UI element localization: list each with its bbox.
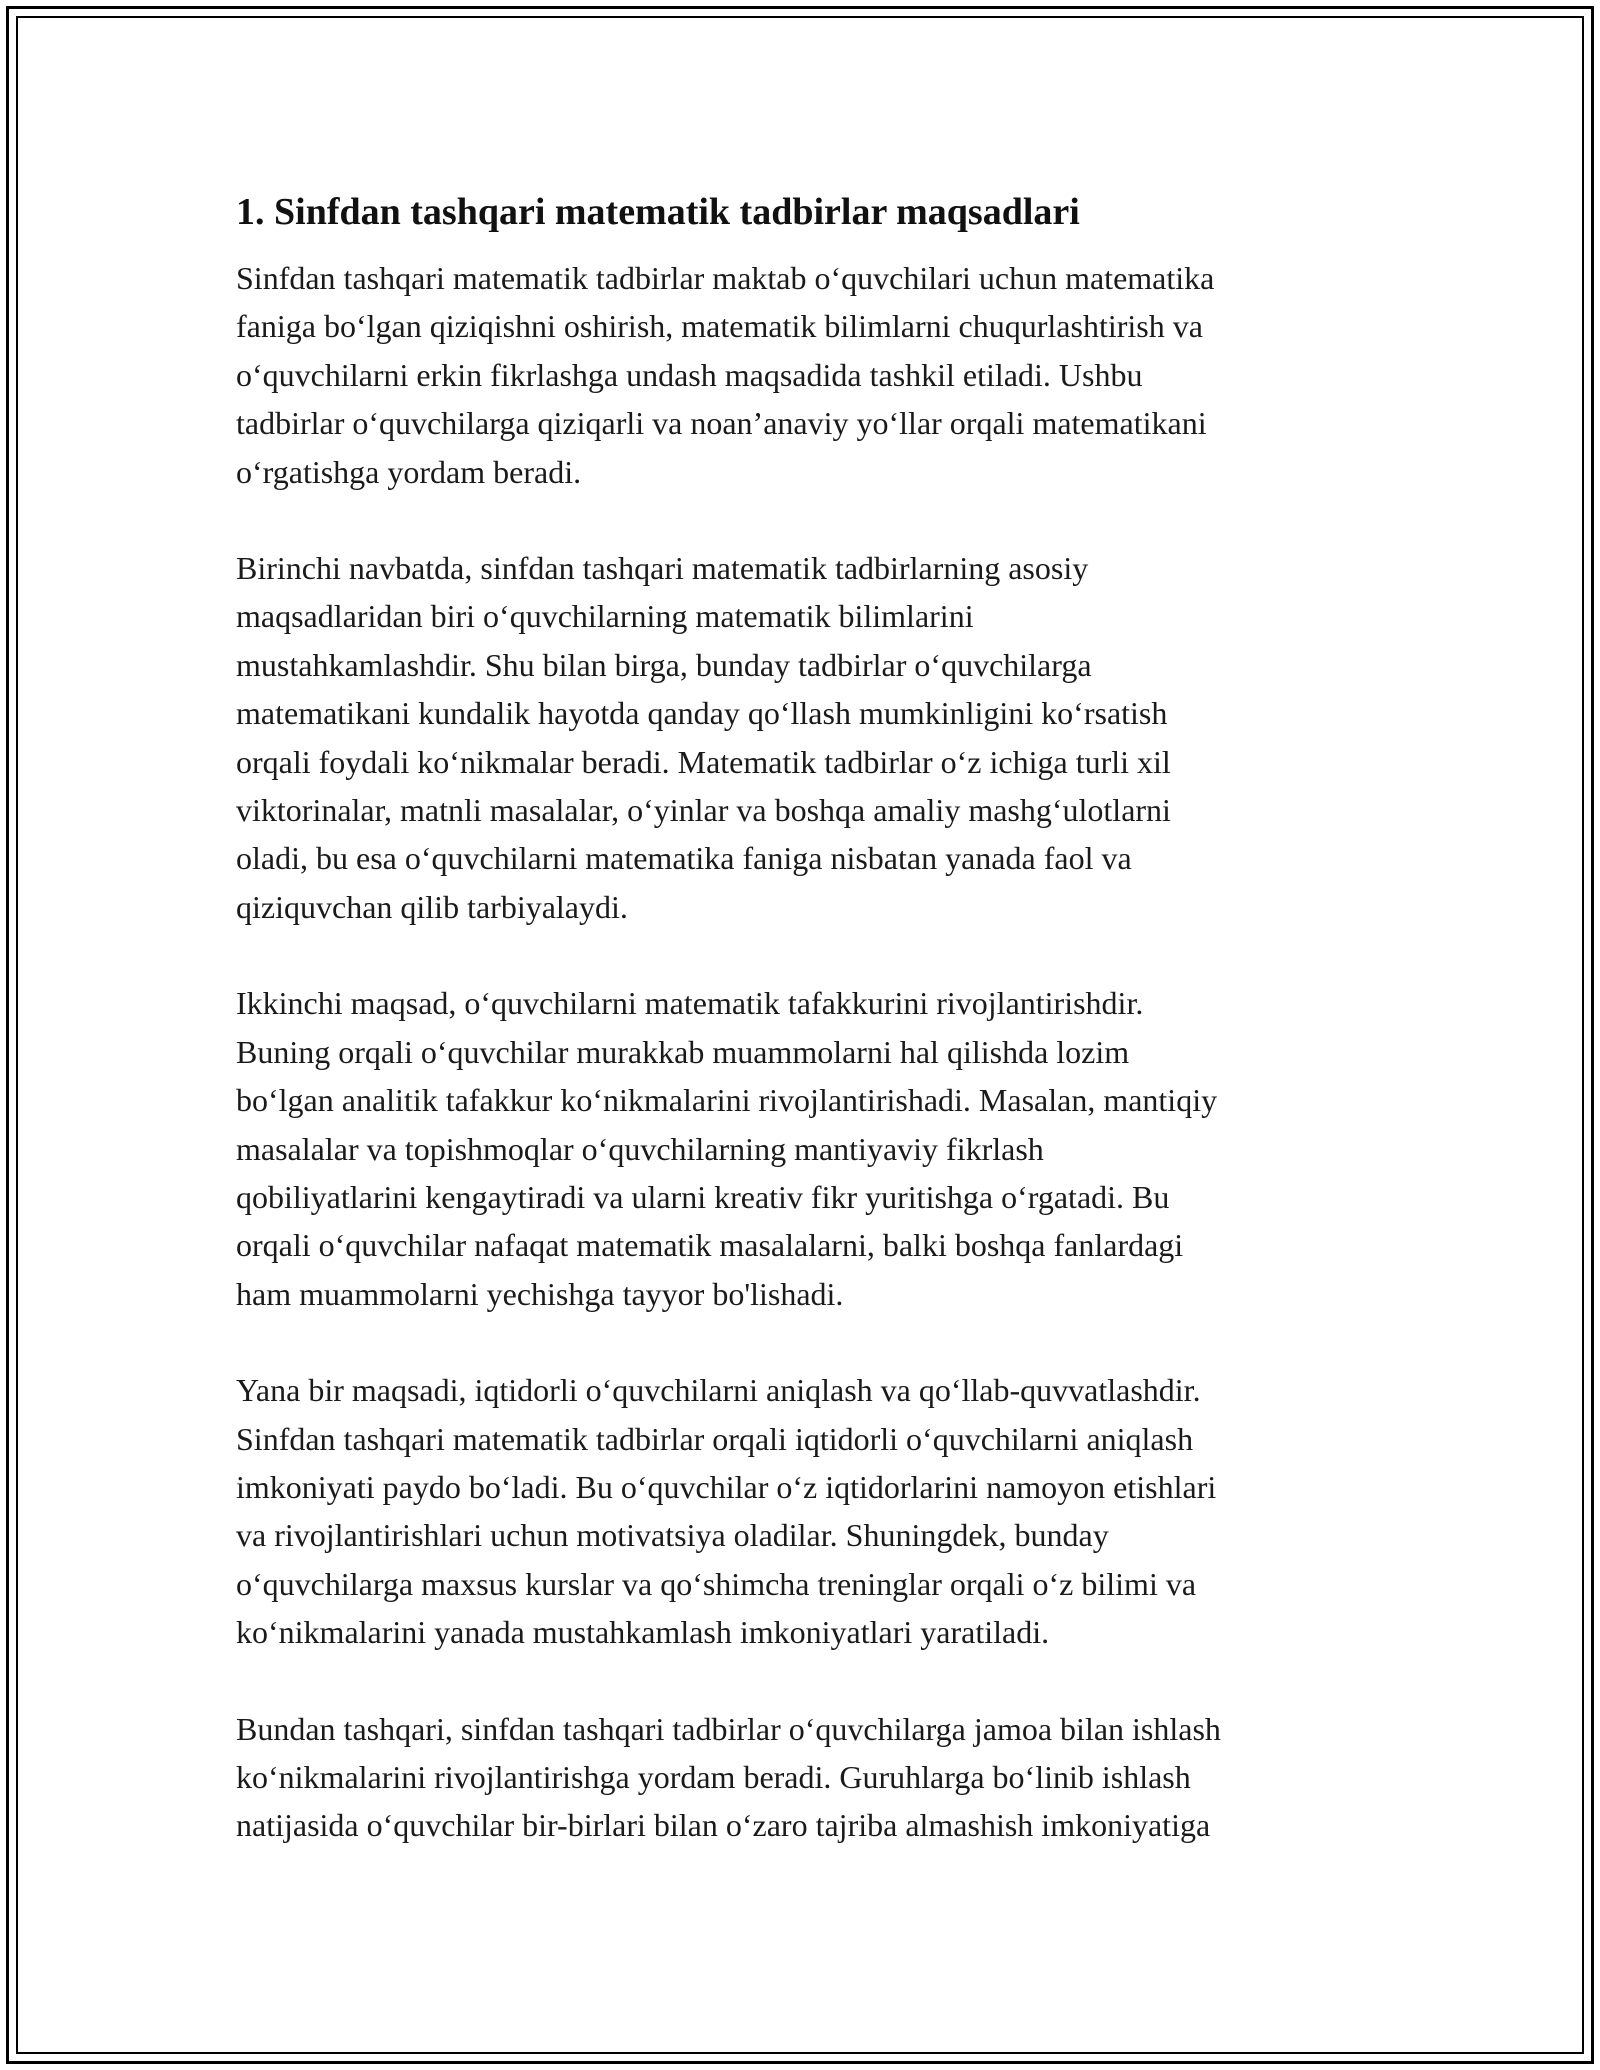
text-line: faniga bo‘lgan qiziqishni oshirish, matematik bilimlarni chuqurlashtirish va — [236, 308, 1203, 345]
text-line: Sinfdan tashqari matematik tadbirlar orqali iqtidorli o‘quvchilarni aniqlash — [236, 1420, 1194, 1457]
section-heading: 1. Sinfdan tashqari matematik tadbirlar maqsadlari — [236, 191, 1080, 233]
text-line: masalalar va topishmoqlar o‘quvchilarning mantiyaviy fikrlash — [236, 1130, 1044, 1167]
text-line: orqali o‘quvchilar nafaqat matematik masalalarni, balki boshqa fanlardagi — [236, 1227, 1184, 1264]
text-line: bo‘lgan analitik tafakkur ko‘nikmalarini rivojlantirishadi. Masalan, mantiqiy — [236, 1082, 1218, 1119]
paragraph — [236, 1366, 1386, 1656]
paragraph — [236, 544, 1386, 931]
text-line: matematikani kundalik hayotda qanday qo‘llash mumkinligini ko‘rsatish — [236, 695, 1168, 732]
text-line: viktorinalar, matnli masalalar, o‘yinlar va boshqa amaliy mashg‘ulotlarni — [236, 792, 1171, 829]
text-line: natijasida o‘quvchilar bir-birlari bilan o‘zaro tajriba almashish imkoniyatiga — [236, 1807, 1211, 1844]
text-line: Ikkinchi maqsad, o‘quvchilarni matematik tafakkurini rivojlantirishdir. — [236, 985, 1144, 1022]
text-line: maqsadlaridan biri o‘quvchilarning matematik bilimlarini — [236, 598, 974, 635]
text-line: Birinchi navbatda, sinfdan tashqari matematik tadbirlarning asosiy — [236, 550, 1089, 587]
text-line: Yana bir maqsadi, iqtidorli o‘quvchilarni aniqlash va qo‘llab-quvvatlashdir. — [236, 1372, 1201, 1409]
text-line: tadbirlar o‘quvchilarga qiziqarli va noan’anaviy yo‘llar orqali matematikani — [236, 405, 1207, 442]
text-line: qobiliyatlarini kengaytiradi va ularni kreativ fikr yuritishga o‘rgatadi. Bu — [236, 1178, 1170, 1215]
text-line: mustahkamlashdir. Shu bilan birga, bunday tadbirlar o‘quvchilarga — [236, 646, 1092, 683]
text-line: ko‘nikmalarini rivojlantirishga yordam beradi. Guruhlarga bo‘linib ishlash — [236, 1758, 1191, 1795]
paragraph — [236, 254, 1386, 496]
text-line: ko‘nikmalarini yanada mustahkamlash imkoniyatlari yaratiladi. — [236, 1614, 1050, 1651]
text-line: imkoniyati paydo bo‘ladi. Bu o‘quvchilar o‘z iqtidorlarini namoyon etishlari — [236, 1468, 1217, 1505]
text-line: o‘quvchilarni erkin fikrlashga undash maqsadida tashkil etiladi. Ushbu — [236, 356, 1143, 393]
paragraph — [236, 1705, 1386, 1850]
text-line: Bundan tashqari, sinfdan tashqari tadbirlar o‘quvchilarga jamoa bilan ishlash — [236, 1710, 1221, 1747]
text-line: qiziquvchan qilib tarbiyalaydi. — [236, 888, 628, 925]
text-line: oladi, bu esa o‘quvchilarni matematika faniga nisbatan yanada faol va — [236, 840, 1132, 877]
text-line: Sinfdan tashqari matematik tadbirlar maktab o‘quvchilari uchun matematika — [236, 260, 1215, 296]
text-line: va rivojlantirishlari uchun motivatsiya oladilar. Shuningdek, bunday — [236, 1517, 1109, 1554]
text-line: orqali foydali ko‘nikmalar beradi. Matematik tadbirlar o‘z ichiga turli xil — [236, 743, 1171, 780]
text-line: ham muammolarni yechishga tayyor bo'lishadi. — [236, 1275, 844, 1312]
document-body — [236, 188, 1386, 1898]
text-line: Buning orqali o‘quvchilar murakkab muammolarni hal qilishda lozim — [236, 1033, 1130, 1070]
text-line: o‘rgatishga yordam beradi. — [236, 453, 582, 490]
text-line: o‘quvchilarga maxsus kurslar va qo‘shimcha treninglar orqali o‘z bilimi va — [236, 1565, 1197, 1602]
paragraph — [236, 979, 1386, 1318]
